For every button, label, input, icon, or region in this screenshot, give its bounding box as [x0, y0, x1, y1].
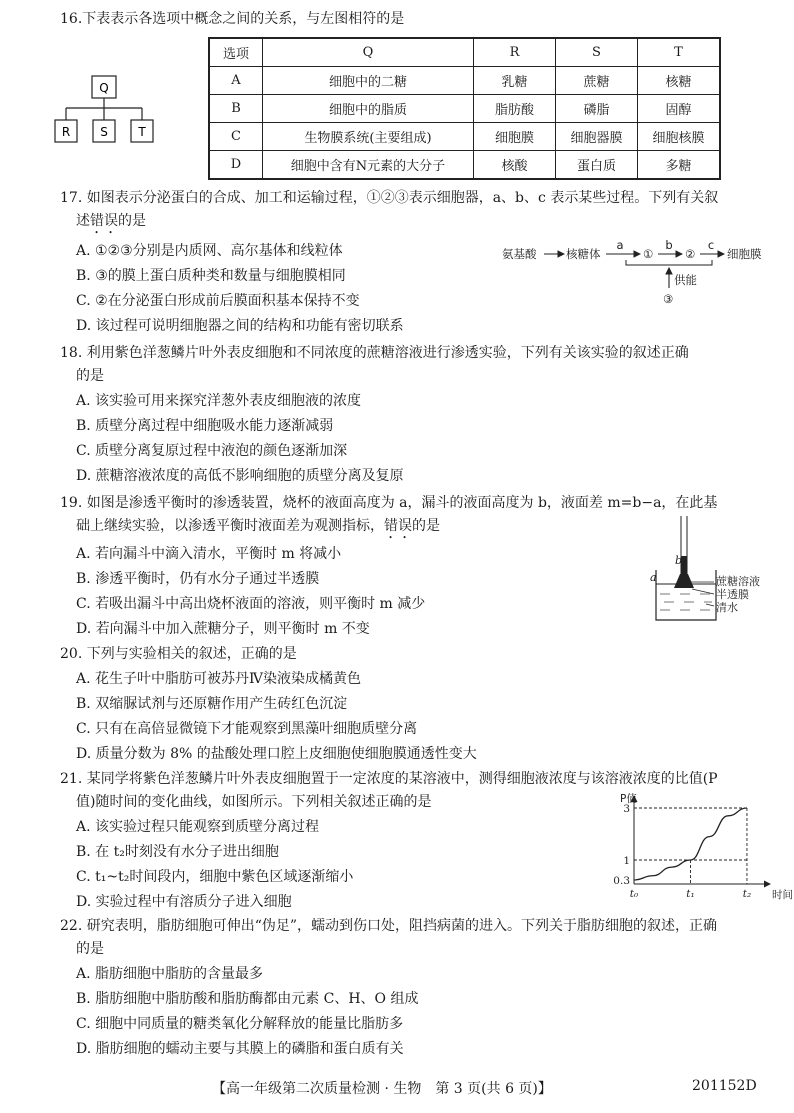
x-axis-label: 时间 [772, 889, 793, 901]
q16-box-r-label: R [61, 125, 71, 139]
q19-option-a: A. 若向漏斗中滴入清水，平衡时 m 将减小 [76, 546, 342, 562]
q21-stem-line2: 值)随时间的变化曲线，如图所示。下列相关叙述正确的是 [76, 794, 432, 810]
table-cell: 细胞中含有N元素的大分子 [263, 151, 474, 180]
q18-stem-line1: 18. 利用紫色洋葱鳞片叶外表皮细胞和不同浓度的蔗糖溶液进行渗透实验，下列有关该实验的叙述正确 [60, 345, 689, 361]
q19-stem-post: 的是 [412, 518, 440, 534]
q17-stem-line1: 17. 如图表示分泌蛋白的合成、加工和运输过程，①②③表示细胞器，a、b、c 表示某些过程。下列有关叙 [60, 190, 719, 206]
exam-code: 201152D [692, 1078, 757, 1094]
table-header-cell: T [638, 38, 721, 67]
q21-option-c: C. t₁~t₂时间段内，细胞中紫色区域逐渐缩小 [76, 869, 354, 885]
q19-stem-emphasis: 错误 [384, 518, 412, 534]
table-header-row [209, 38, 720, 67]
q16-box-t-label: T [138, 125, 146, 139]
x-tick-label: t₂ [742, 888, 752, 900]
table-cell: 细胞膜 [474, 123, 556, 151]
q17-label-end: 细胞膜 [727, 247, 762, 261]
q20-option-d: D. 质量分数为 8% 的盐酸处理口腔上皮细胞使细胞膜通透性变大 [76, 746, 477, 762]
table-cell: 细胞核膜 [638, 123, 721, 151]
table-cell: B [209, 95, 263, 123]
q17-label-ribosome: 核糖体 [566, 247, 601, 261]
q21-option-d: D. 实验过程中有溶质分子进入细胞 [76, 894, 292, 910]
q18-option-c: C. 质壁分离复原过程中液泡的颜色逐渐加深 [76, 443, 348, 459]
page-footer: 【高一年级第二次质量检测 · 生物 第 3 页(共 6 页)】 [212, 1081, 552, 1097]
table-cell: 生物膜系统(主要组成) [263, 123, 474, 151]
q19-option-c: C. 若吸出漏斗中高出烧杯液面的溶液，则平衡时 m 减少 [76, 596, 426, 612]
q18-stem-line2: 的是 [76, 368, 104, 384]
q16-stem: 16.下表表示各选项中概念之间的关系，与左图相符的是 [60, 11, 405, 27]
q20-option-c: C. 只有在高倍显微镜下才能观察到黑藻叶细胞质壁分离 [76, 721, 418, 737]
q17-stem-line2 [76, 210, 146, 237]
table-cell: 乳糖 [474, 67, 556, 95]
q22-option-a: A. 脂肪细胞中脂肪的含量最多 [76, 966, 264, 982]
q19-label-a: a [650, 571, 657, 584]
q21-option-a: A. 该实验过程只能观察到质壁分离过程 [76, 819, 320, 835]
q19-label-membrane: 半透膜 [716, 588, 749, 601]
table-cell: D [209, 151, 263, 180]
q22-option-d: D. 脂肪细胞的蠕动主要与其膜上的磷脂和蛋白质有关 [76, 1041, 404, 1057]
q20-option-b: B. 双缩脲试剂与还原糖作用产生砖红色沉淀 [76, 696, 348, 712]
q18-option-a: A. 该实验可用来探究洋葱外表皮细胞液的浓度 [76, 393, 362, 409]
table-row [209, 95, 720, 123]
table-row [209, 151, 720, 180]
q17-label-three: ③ [663, 292, 674, 306]
y-tick-label: 3 [623, 803, 630, 815]
q22-stem-line2: 的是 [76, 941, 104, 957]
q17-stem-emphasis: 错误 [90, 213, 118, 229]
q20-option-a: A. 花生子叶中脂肪可被苏丹Ⅳ染液染成橘黄色 [76, 671, 361, 687]
q17-label-start: 氨基酸 [502, 247, 537, 261]
table-cell: 核糖 [638, 67, 721, 95]
q17-label-c: c [707, 238, 715, 252]
q22-option-b: B. 脂肪细胞中脂肪酸和脂肪酶都由元素 C、H、O 组成 [76, 991, 419, 1007]
q17-label-b: b [665, 238, 673, 252]
x-tick-label: t₁ [686, 888, 695, 900]
q19-osmosis-apparatus [650, 512, 780, 628]
q19-label-water: 清水 [716, 601, 738, 614]
q16-box-s-label: S [100, 125, 108, 139]
q17-label-one: ① [643, 247, 654, 261]
table-row [209, 123, 720, 151]
table-cell: 细胞中的脂质 [263, 95, 474, 123]
table-cell: A [209, 67, 263, 95]
q17-secretion-diagram [498, 238, 788, 310]
table-header-cell: 选项 [209, 38, 263, 67]
q19-stem-line1: 19. 如图是渗透平衡时的渗透装置，烧杯的液面高度为 a，漏斗的液面高度为 b，液面差 m=b−a，在此基 [60, 495, 718, 511]
q21-option-b: B. 在 t₂时刻没有水分子进出细胞 [76, 844, 279, 860]
q17-label-a: a [616, 238, 624, 252]
y-tick-label: 0.3 [613, 875, 630, 887]
table-cell: 蛋白质 [556, 151, 638, 180]
p-value-curve [634, 808, 747, 880]
q21-p-value-chart [606, 792, 793, 904]
table-cell: 磷脂 [556, 95, 638, 123]
q18-option-d: D. 蔗糖溶液浓度的高低不影响细胞的质壁分离及复原 [76, 468, 404, 484]
q18-option-b: B. 质壁分离过程中细胞吸水能力逐渐减弱 [76, 418, 334, 434]
q19-stem-pre: 础上继续实验，以渗透平衡时液面差为观测指标， [76, 518, 384, 534]
q21-stem-line1: 21. 某同学将紫色洋葱鳞片叶外表皮细胞置于一定浓度的某溶液中，测得细胞液浓度与该溶液浓度的比值(P [60, 771, 718, 787]
table-cell: 蔗糖 [556, 67, 638, 95]
q17-option-c: C. ②在分泌蛋白形成前后膜面积基本保持不变 [76, 293, 360, 309]
q22-option-c: C. 细胞中同质量的糖类氧化分解释放的能量比脂肪多 [76, 1016, 404, 1032]
q17-option-d: D. 该过程可说明细胞器之间的结构和功能有密切联系 [76, 318, 404, 334]
q22-stem-line1: 22. 研究表明，脂肪细胞可伸出“伪足”，蠕动到伤口处，阻挡病菌的进入。下列关于脂肪细胞的叙述，正确 [60, 918, 718, 934]
table-cell: 多糖 [638, 151, 721, 180]
q17-option-a: A. ①②③分别是内质网、高尔基体和线粒体 [76, 243, 343, 259]
q19-funnel-bulb [674, 574, 694, 588]
table-cell: 固醇 [638, 95, 721, 123]
q17-stem-post: 的是 [118, 213, 146, 229]
table-header-cell: S [556, 38, 638, 67]
q19-option-b: B. 渗透平衡时，仍有水分子通过半透膜 [76, 571, 320, 587]
q17-option-b: B. ③的膜上蛋白质种类和数量与细胞膜相同 [76, 268, 346, 284]
table-cell: 细胞中的二糖 [263, 67, 474, 95]
table-row [209, 67, 720, 95]
q20-stem: 20. 下列与实验相关的叙述，正确的是 [60, 646, 297, 662]
q17-label-energy: 供能 [674, 273, 697, 287]
q17-stem-pre: 述 [76, 213, 90, 229]
x-tick-label: t₀ [629, 888, 639, 900]
q17-label-two: ② [685, 247, 696, 261]
table-header-cell: R [474, 38, 556, 67]
q19-label-b: b [675, 554, 683, 567]
q16-box-q-label: Q [99, 81, 109, 95]
y-axis-label: P值 [620, 793, 637, 805]
table-cell: C [209, 123, 263, 151]
y-tick-label: 1 [623, 855, 630, 867]
table-header-cell: Q [263, 38, 474, 67]
table-cell: 脂肪酸 [474, 95, 556, 123]
q16-table [208, 37, 721, 180]
table-cell: 细胞器膜 [556, 123, 638, 151]
q19-stem-line2 [76, 515, 440, 542]
q19-option-d: D. 若向漏斗中加入蔗糖分子，则平衡时 m 不变 [76, 621, 370, 637]
q19-label-sucrose: 蔗糖溶液 [716, 575, 760, 588]
table-cell: 核酸 [474, 151, 556, 180]
q16-concept-diagram [50, 72, 170, 146]
